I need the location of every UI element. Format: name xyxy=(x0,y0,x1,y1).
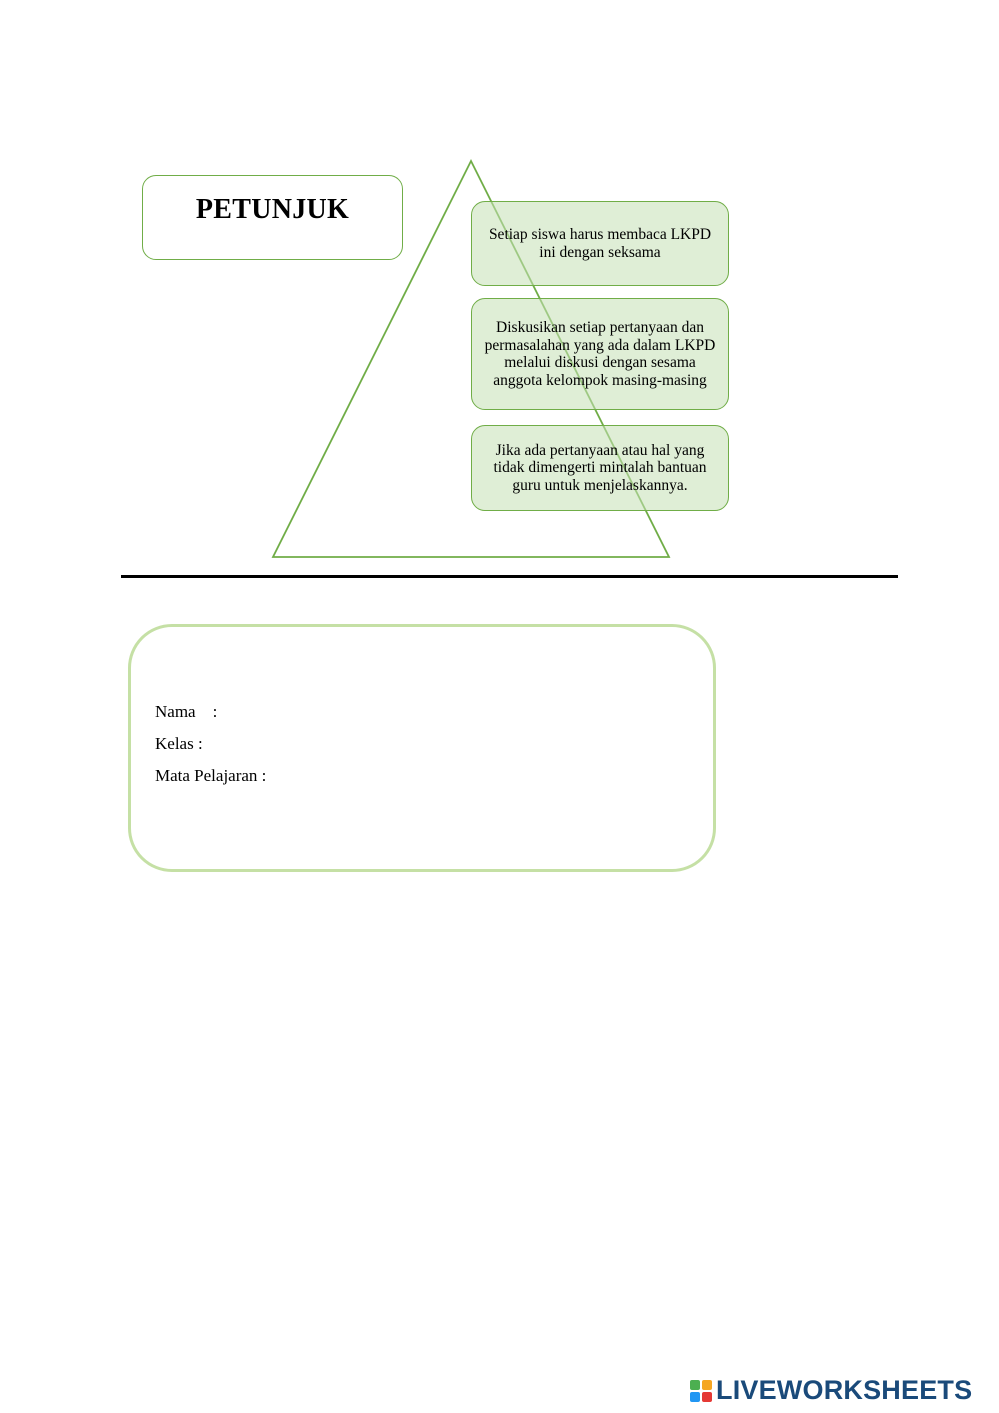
logo-text: LIVEWORKSHEETS xyxy=(716,1375,973,1405)
liveworksheets-logo[interactable] xyxy=(690,1375,972,1406)
subject-field-label: Mata Pelajaran : xyxy=(155,766,267,785)
instruction-step-2: Diskusikan setiap pertanyaan dan permasalahan yang ada dalam LKPD melalui diskusi dengan sesama anggota kelompok masing-masing xyxy=(471,298,729,410)
section-divider xyxy=(121,575,898,578)
page-title: PETUNJUK xyxy=(195,194,350,225)
logo-grid-icon xyxy=(690,1380,712,1402)
instruction-step-1: Setiap siswa harus membaca LKPD ini dengan seksama xyxy=(471,201,729,286)
class-field-label: Kelas : xyxy=(155,734,203,753)
student-info-box xyxy=(128,624,716,872)
name-field-label: Nama : xyxy=(155,702,218,721)
instruction-step-3: Jika ada pertanyaan atau hal yang tidak dimengerti mintalah bantuan guru untuk menjelaskannya. xyxy=(471,425,729,511)
instructions-title-box xyxy=(142,175,403,260)
